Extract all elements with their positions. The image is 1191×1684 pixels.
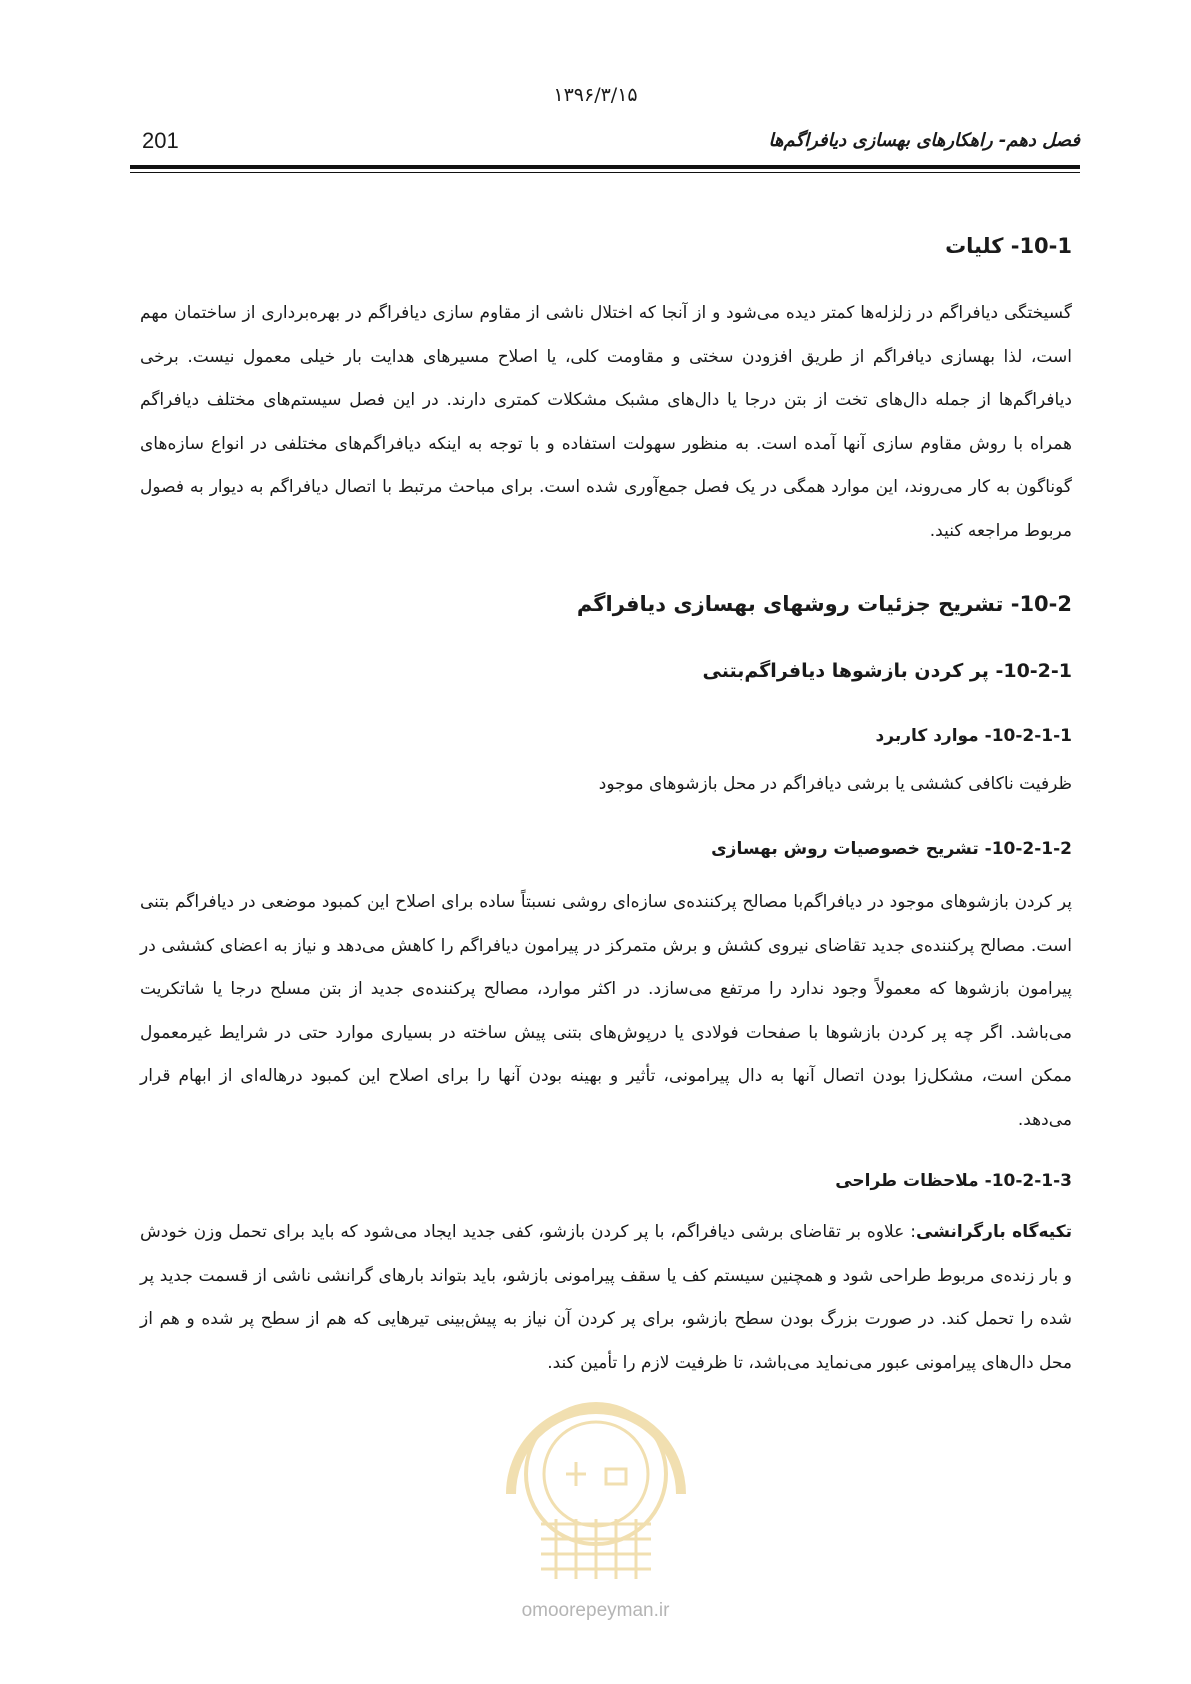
omoore-peyman-seal-icon xyxy=(481,1354,711,1584)
heading-10-2-1-2: 10-2-1-2- تشریح خصوصیات روش بهسازی xyxy=(711,839,1072,859)
page-body xyxy=(140,234,1072,1385)
paragraph-10-2-1-3-text: : علاوه بر تقاضای برشی دیافراگم، با پر کردن بازشو، کفی جدید ایجاد می‌شود که باید برای تحمل وزن خودش و بار زنده‌ی مربوط طراحی شود و همچنین سیستم کف یا سقف پیرامونی بازشو، باید بتواند بارهای گرانشی ناشی از قسمت جدید پر شده را تحمل کند. در صورت بزرگ بودن سطح بازشو، برای پر کردن آن نیاز به پیش‌بینی تیرهایی که هم از سطح پر شده و هم از محل دال‌های پیرامونی عبور می‌نماید می‌باشد، تا ظرفیت لازم را تأمین کند. xyxy=(140,1222,1072,1373)
heading-10-1: 10-1- کلیات xyxy=(945,234,1072,258)
page-number: 201 xyxy=(142,128,179,153)
paragraph-lead-term: تکیه‌گاه بارگرانشی xyxy=(915,1222,1073,1242)
paragraph-10-2-1-1: ظرفیت ناکافی کششی یا برشی دیافراگم در محل بازشوهای موجود xyxy=(598,774,1072,794)
watermark-site: omoorepeyman.ir xyxy=(521,1600,670,1621)
heading-10-2-1: 10-2-1- پر کردن بازشوها دیافراگم‌بتنی xyxy=(702,660,1072,682)
paragraph-10-2-1-2: پر کردن بازشوهای موجود در دیافراگم‌با مصالح پرکننده‌ی سازه‌ای روشی نسبتاً ساده برای اصلاح این کمبود موضعی در دیافراگم بتنی است. مصالح پرکننده‌ی جدید تقاضای نیروی کشش و برش متمرکز در پیرامون دیافراگم را کاهش می‌دهد و نیاز به اعضای کششی در پیرامون بازشوها که معمولاً وجود ندارد را مرتفع می‌سازد. در اکثر موارد، مصالح پرکننده‌ی جدید از بتن مسلح درجا یا شاتکریت می‌باشد. اگر چه پر کردن بازشوها با صفحات فولادی یا درپوش‌های بتنی پیش ساخته در بسیاری موارد حتی در شرایط غیرمعمول ممکن است، مشکل‌زا بودن اتصال آنها به دال پیرامونی، تأثیر و بهینه بودن آنها را برای اصلاح این کمبود درهاله‌ای از ابهام قرار می‌دهد. xyxy=(140,892,1072,1130)
heading-10-2-1-3: 10-2-1-3- ملاحظات طراحی xyxy=(835,1171,1072,1191)
paragraph-10-1: گسیختگی دیافراگم در زلزله‌ها کمتر دیده می‌شود و از آنجا که اختلال ناشی از مقاوم سازی دیافراگم در بهره‌برداری از ساختمان مهم است، لذا بهسازی دیافراگم از طریق افزودن سختی و مقاومت کلی، یا اصلاح مسیرهای هدایت بار خیلی معمول نیست. برخی دیافراگم‌ها از جمله دال‌های تخت از بتن درجا یا دال‌های مشبک مشکلات کمتری دارند. در این فصل سیستم‌های مختلف دیافراگم همراه با روش مقاوم سازی آنها آمده است. به منظور سهولت استفاده و با توجه به اینکه دیافراگم‌های مختلفی در انواع سازه‌های گوناگون به کار می‌روند، این موارد همگی در یک فصل جمع‌آوری شده است. برای مباحث مرتبط با اتصال دیافراگم به دیوار به فصول مربوط مراجعه کنید. xyxy=(140,303,1072,541)
header-rule-thick xyxy=(130,165,1080,169)
document-date: ۱۳۹۶/۳/۱۵ xyxy=(553,84,638,106)
page-header xyxy=(130,128,1080,160)
heading-10-2: 10-2- تشریح جزئیات روشهای بهسازی دیافراگم xyxy=(576,592,1072,616)
heading-10-2-1-1: 10-2-1-1- موارد کاربرد xyxy=(875,726,1072,746)
chapter-title: فصل دهم- راهکارهای بهسازی دیافراگم‌ها xyxy=(768,130,1080,151)
header-rule-thin xyxy=(130,172,1080,173)
